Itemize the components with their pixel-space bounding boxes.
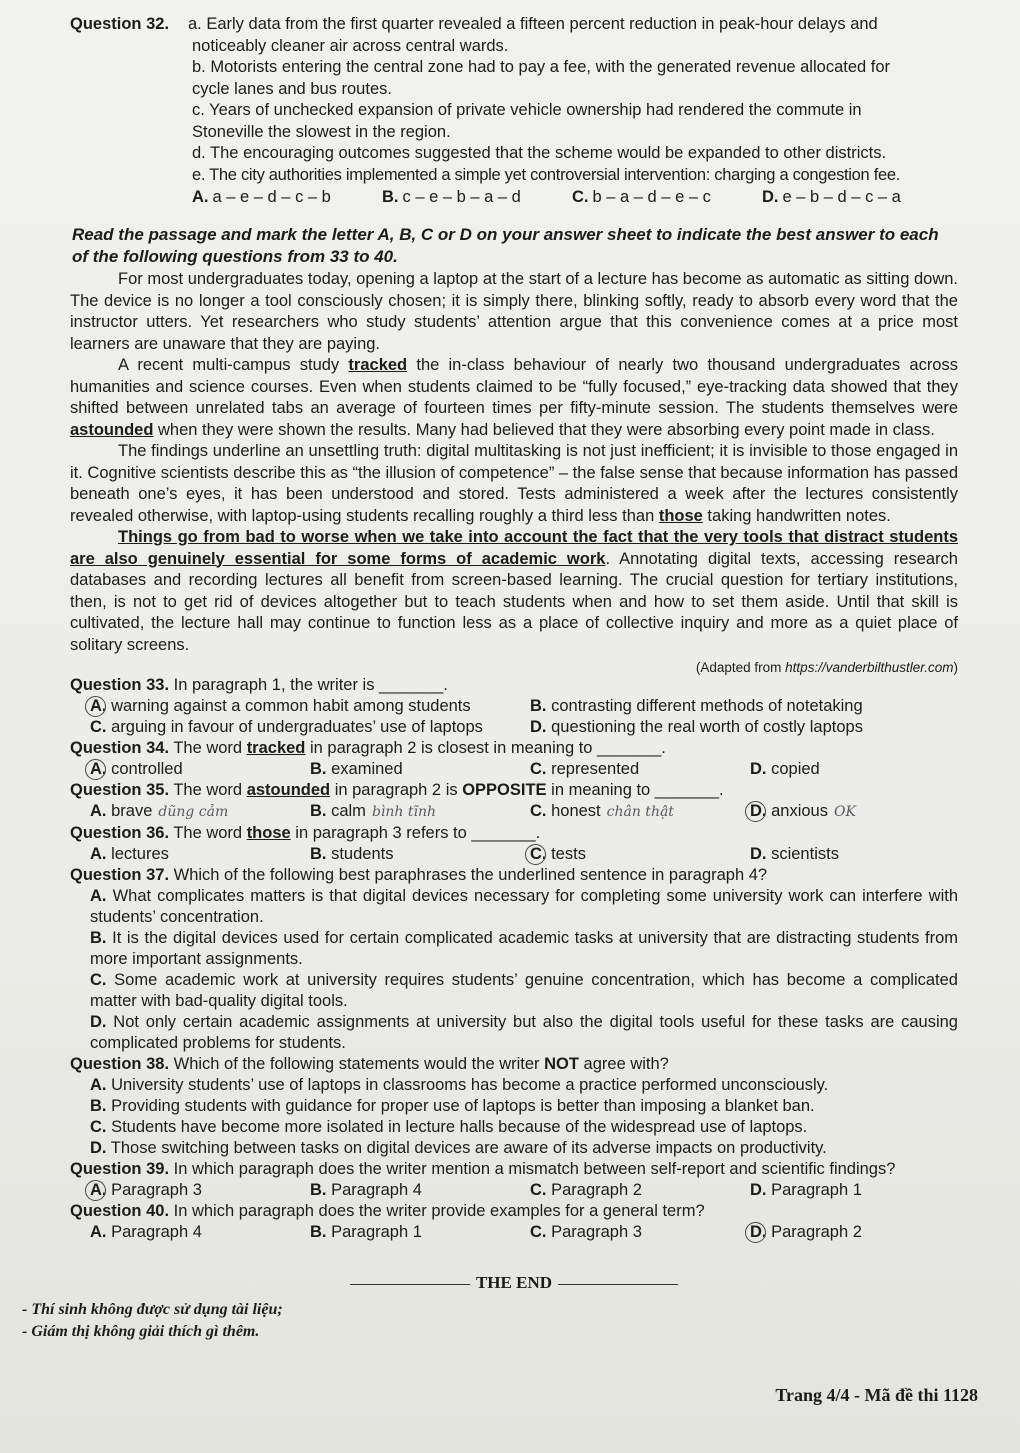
q38-option-a[interactable]: A. University students’ use of laptops in classrooms has become a practice performed unconsciously. [90,1076,829,1094]
question-38: Question 38. Which of the following statements would the writer NOT agree with? A. University students’ use of laptops in classrooms has become a practice performed unconsciously. B. Providing students with guidance for proper use of laptops is better than imposing a blanket ban. C. Students have become more isolated in lecture halls because of the widespread use of laptops. D. Those switching between tasks on digital devices are aware of its adverse impacts on productivity. [70,1054,958,1159]
question-40: Question 40. In which paragraph does the writer provide examples for a general term? A. Paragraph 4 B. Paragraph 1 C. Paragraph 3 D. Paragraph 2 [70,1201,958,1243]
q32-line-e: e. The city authorities implemented a simple yet controversial intervention: charging a congestion fee. [192,165,901,184]
underlined-sentence: Things go from bad to worse when we take into account the fact that the very tools that distract students are also genuinely essential for some forms of academic work [70,528,958,568]
q37-option-d[interactable]: D. Not only certain academic assignments at university but also the digital tools useful for these tasks are causing complicated problems for students. [90,1013,958,1052]
q35-option-d[interactable]: D. anxious OK [750,802,856,820]
q36-option-d[interactable]: D. scientists [750,845,839,863]
reading-passage [70,269,958,675]
handwritten-note: chân thật [606,804,674,820]
paragraph-1: For most undergraduates today, opening a laptop at the start of a lecture has become as automatic as sitting down. The device is no longer a tool consciously chosen; it is simply there, blinking softly, ready to absorb every word that the instructor utters. Yet researchers who study students’ attention argue that this convenience comes at a price most learners are unaware that they are paying. [70,270,958,353]
q32-option-c[interactable]: C. b – a – d – e – c [572,188,711,206]
paragraph-3: The findings underline an unsettling truth: digital multitasking is not just inefficient; it is invisible to those engaged in it. Cognitive scientists describe this as “the illusion of competence” – the false sense that because information has passed beneath one’s eyes, it has been understood and stored. Tests administered a week after the lectures consistently revealed otherwise, with laptop-using students recalling roughly a third less than those taking handwritten notes. [70,442,958,525]
q34-option-d[interactable]: D. copied [750,760,820,778]
q40-option-a[interactable]: A. Paragraph 4 [90,1223,202,1241]
paragraph-2: A recent multi-campus study tracked the in-class behaviour of nearly two thousand undergraduates across humanities and science courses. Even when students claimed to be “fully focused,” eye-tracking data showed that they shifted between unrelated tabs an average of fourteen times per fifty-minute session. The students themselves were astounded when they were shown the results. Many had believed that they were absorbing every point made in class. [70,356,958,439]
q38-option-d[interactable]: D. Those switching between tasks on digital devices are aware of its adverse impacts on productivity. [90,1139,827,1157]
handwritten-note: bình tĩnh [371,804,436,820]
q32-option-d[interactable]: D. e – b – d – c – a [762,188,901,206]
q33-option-c[interactable]: C. arguing in favour of undergraduates’ use of laptops [90,718,483,736]
q37-option-c[interactable]: C. Some academic work at university requires students’ genuine concentration, which has become a complicated matter with bad-quality digital tools. [90,971,958,1010]
question-35: Question 35. The word astounded in paragraph 2 is OPPOSITE in meaning to _______. A. brave dũng cảm B. calm bình tĩnh C. honest chân thật D. anxious OK [70,780,958,823]
paragraph-4: Things go from bad to worse when we take into account the fact that the very tools that distract students are also genuinely essential for some forms of academic work. Annotating digital texts, accessing research databases and recording lectures all benefit from screen-based learning. The crucial question for tertiary institutions, then, is not to get rid of devices altogether but to teach students when and how to set them aside. Until that skill is cultivated, the lecture hall may continue to function less as a place of collective inquiry and more as a quiet place of solitary screens. [70,528,958,654]
note-line: - Thí sinh không được sử dụng tài liệu; [22,1301,283,1318]
q39-option-a[interactable]: A. Paragraph 3 [90,1181,202,1199]
q32-line-c-cont: Stoneville the slowest in the region. [192,122,451,141]
q33-option-d[interactable]: D. questioning the real worth of costly laptops [530,718,863,736]
q38-option-c[interactable]: C. Students have become more isolated in lecture halls because of the widespread use of laptops. [90,1118,808,1136]
q36-option-a[interactable]: A. lectures [90,845,169,863]
q37-option-a[interactable]: A. What complicates matters is that digital devices necessary for completing some university work can interfere with students’ concentration. [90,887,958,926]
q35-option-a[interactable]: A. brave dũng cảm [90,802,229,820]
q36-option-c[interactable]: C. tests [530,845,586,863]
q39-option-c[interactable]: C. Paragraph 2 [530,1181,642,1199]
q32-options [70,186,958,208]
the-end: THE END [70,1273,958,1293]
q32-line-a: a. Early data from the first quarter revealed a fifteen percent reduction in peak-hour delays and [188,15,878,33]
q34-option-b[interactable]: B. examined [310,760,403,778]
page-footer: Trang 4/4 - Mã đề thi 1128 [775,1385,978,1405]
question-37: Question 37. Which of the following best paraphrases the underlined sentence in paragraph 4? A. What complicates matters is that digital devices necessary for completing some university work can interfere with students’ concentration. B. It is the digital devices used for certain complicated academic tasks at university that are distracting students from more important assignments. C. Some academic work at university requires students’ genuine concentration, which has become a complicated matter with bad-quality digital tools. D. Not only certain academic assignments at university but also the digital tools useful for these tasks are causing complicated problems for students. [70,866,958,1052]
exam-notes [22,1299,958,1343]
q36-option-b[interactable]: B. students [310,845,394,863]
word-tracked: tracked [348,356,408,374]
q40-option-b[interactable]: B. Paragraph 1 [310,1223,422,1241]
q40-option-c[interactable]: C. Paragraph 3 [530,1223,642,1241]
q35-option-c[interactable]: C. honest chân thật [530,802,674,820]
divider [350,1284,470,1285]
divider [558,1284,678,1285]
reading-directions: Read the passage and mark the letter A, B, C or D on your answer sheet to indicate the best answer to each of the following questions from 33 to 40. [72,225,939,266]
q38-option-b[interactable]: B. Providing students with guidance for proper use of laptops is better than imposing a blanket ban. [90,1097,815,1115]
q40-option-d[interactable]: D. Paragraph 2 [750,1223,862,1241]
question-number: Question 32. [70,15,170,33]
source-citation: (Adapted from https://vanderbilthustler.com) [695,660,958,675]
question-39: Question 39. In which paragraph does the writer mention a mismatch between self-report and scientific findings? A. Paragraph 3 B. Paragraph 4 C. Paragraph 2 D. Paragraph 1 [70,1159,958,1201]
q39-option-b[interactable]: B. Paragraph 4 [310,1181,422,1199]
q37-option-b[interactable]: B. It is the digital devices used for certain complicated academic tasks at university that are distracting students from more important assignments. [90,929,958,968]
word-astounded: astounded [70,420,154,439]
q32-option-b[interactable]: B. c – e – b – a – d [382,188,521,206]
q39-option-d[interactable]: D. Paragraph 1 [750,1181,862,1199]
q32-line-b: b. Motorists entering the central zone had to pay a fee, with the generated revenue allocated for [192,58,891,76]
q32-line-b-cont: cycle lanes and bus routes. [192,79,392,98]
handwritten-note: OK [833,804,856,820]
note-line: - Giám thị không giải thích gì thêm. [22,1323,260,1340]
q35-option-b[interactable]: B. calm bình tĩnh [310,802,436,820]
q32-line-d: d. The encouraging outcomes suggested that the scheme would be expanded to other districts. [192,144,887,162]
question-32 [70,14,958,208]
question-33: Question 33. In paragraph 1, the writer is _______. A. warning against a common habit among students B. contrasting different methods of notetaking C. arguing in favour of undergraduates’ use of laptops D. questioning the real worth of costly laptops [70,675,958,738]
q32-line-c: c. Years of unchecked expansion of private vehicle ownership had rendered the commute in [192,101,862,119]
q34-option-c[interactable]: C. represented [530,760,640,778]
word-those: those [658,506,703,525]
q33-option-b[interactable]: B. contrasting different methods of notetaking [530,697,863,715]
question-34: Question 34. The word tracked in paragraph 2 is closest in meaning to _______. A. controlled B. examined C. represented D. copied [70,738,958,780]
q32-option-a[interactable]: A. a – e – d – c – b [192,188,331,206]
q34-option-a[interactable]: A. controlled [90,760,183,778]
q33-option-a[interactable]: A. warning against a common habit among students [90,697,471,715]
q32-line-a-cont: noticeably cleaner air across central wards. [192,36,509,55]
handwritten-note: dũng cảm [158,804,229,820]
question-36: Question 36. The word those in paragraph 3 refers to _______. A. lectures B. students C. tests D. scientists [70,823,958,865]
